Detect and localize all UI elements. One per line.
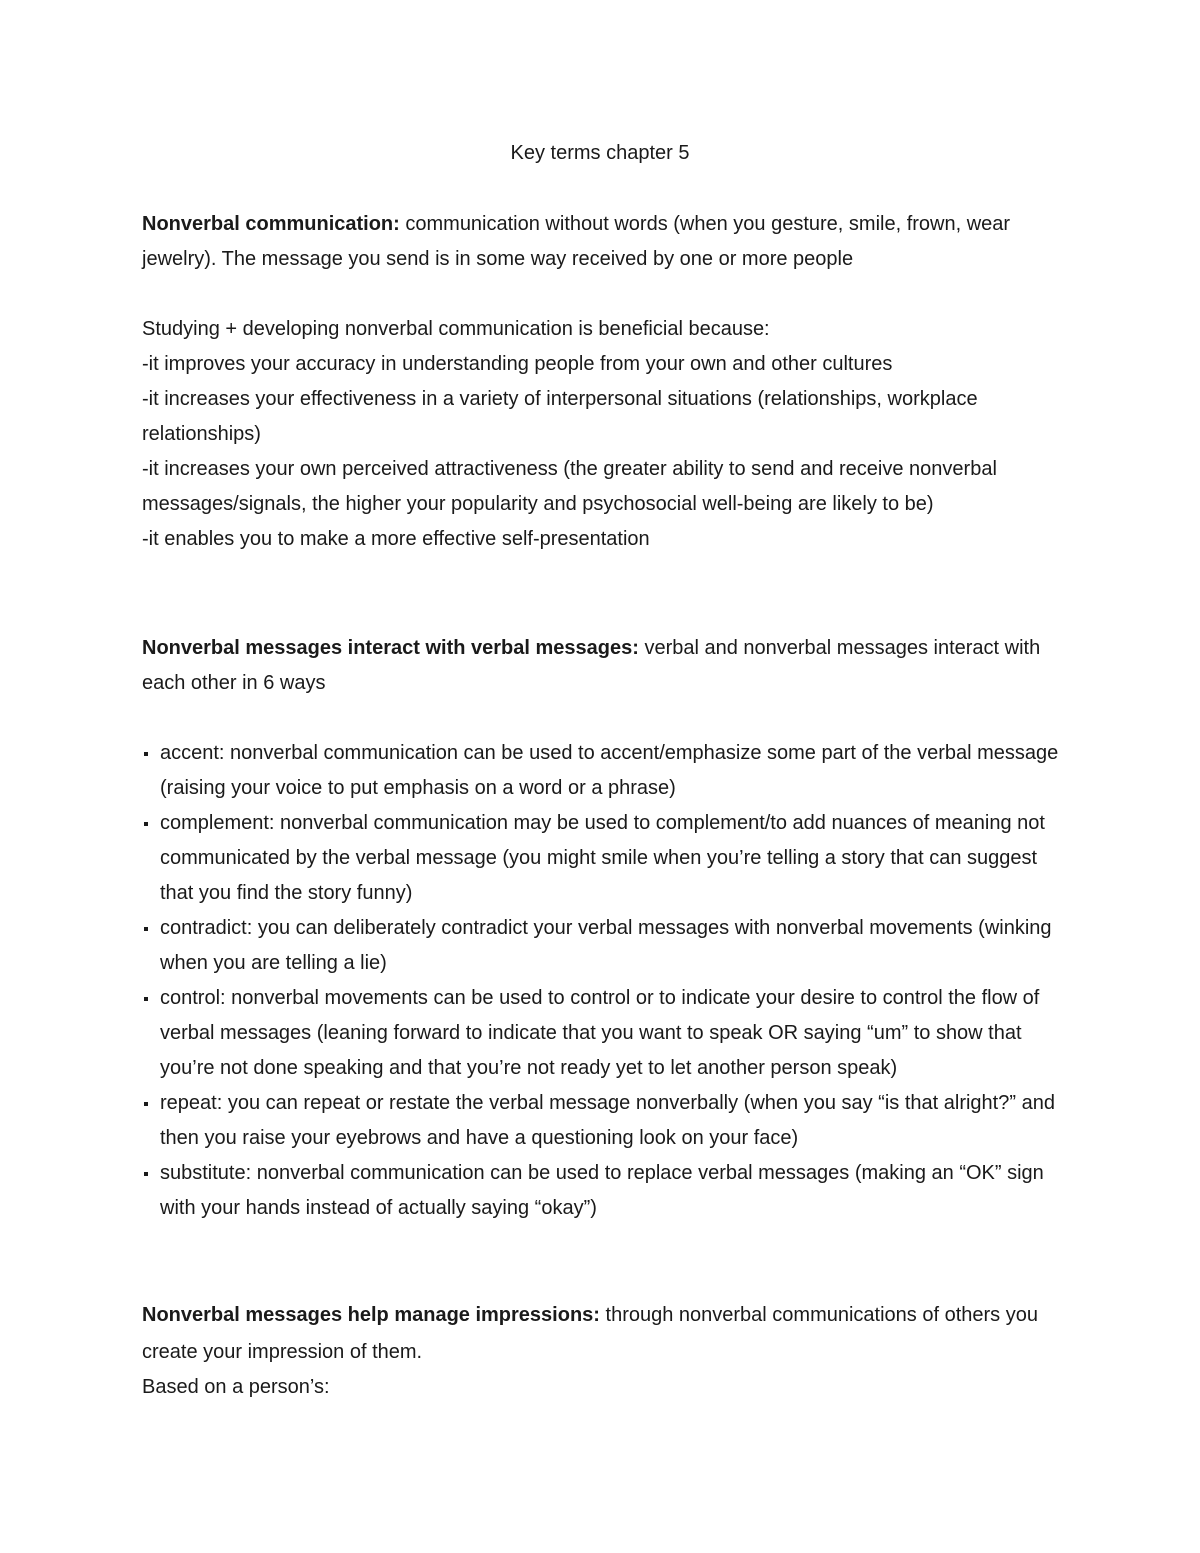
interaction-ways-list	[142, 736, 1062, 1226]
bullet-marker	[144, 1172, 148, 1176]
paragraph	[142, 207, 1062, 277]
nonverbal-communication-definition	[142, 207, 1062, 277]
followup-line: Based on a person’s:	[142, 1376, 330, 1398]
list-item	[142, 1156, 1062, 1226]
document-title: Key terms chapter 5	[510, 142, 690, 164]
list-item	[142, 1086, 1062, 1156]
benefit-line: -it improves your accuracy in understanding people from your own and other cultures	[142, 353, 893, 375]
list-item-text: control: nonverbal movements can be used to control or to indicate your desire to control the flow of verbal messages (leaning forward to indicate that you want to speak OR saying “um” to show that you’re not done speaking and that you’re not ready yet to let another person speak)	[160, 987, 1040, 1079]
list-item-text: accent: nonverbal communication can be used to accent/emphasize some part of the verbal message (raising your voice to put emphasis on a word or a phrase)	[160, 742, 1059, 799]
term-definition: through nonverbal communications of others you create your impression of them.	[142, 1304, 1038, 1363]
list-item-text: substitute: nonverbal communication can be used to replace verbal messages (making an “OK” sign with your hands instead of actually saying “okay”)	[160, 1162, 1044, 1219]
bullet-marker	[144, 752, 148, 756]
term-definition: communication without words (when you gesture, smile, frown, wear jewelry). The message you send is in some way received by one or more people	[142, 213, 1011, 270]
list-item	[142, 806, 1062, 911]
benefits-section	[142, 312, 1062, 557]
bullet-marker	[144, 1102, 148, 1106]
term-definition: verbal and nonverbal messages interact with each other in 6 ways	[142, 637, 1041, 694]
term-label: Nonverbal messages help manage impressions:	[142, 1304, 600, 1326]
benefit-line: -it increases your own perceived attractiveness (the greater ability to send and receive nonverbal messages/signals, the higher your popularity and psychosocial well-being are likely to be)	[142, 458, 997, 515]
benefits-intro: Studying + developing nonverbal communication is beneficial because:	[142, 318, 770, 340]
benefit-line: -it enables you to make a more effective self-presentation	[142, 528, 650, 550]
impressions-definition	[142, 1297, 1062, 1403]
interact-definition	[142, 631, 1062, 701]
bullet-marker	[144, 822, 148, 826]
term-label: Nonverbal messages interact with verbal messages:	[142, 637, 639, 659]
list-item-text: complement: nonverbal communication may be used to complement/to add nuances of meaning not communicated by the verbal message (you might smile when you’re telling a story that can suggest that you find the story funny)	[160, 812, 1045, 904]
list-item-text: contradict: you can deliberately contradict your verbal messages with nonverbal movements (winking when you are telling a lie)	[160, 917, 1052, 974]
list-item	[142, 736, 1062, 806]
list-item-text: repeat: you can repeat or restate the verbal message nonverbally (when you say “is that alright?” and then you raise your eyebrows and have a questioning look on your face)	[160, 1092, 1055, 1149]
bullet-marker	[144, 997, 148, 1001]
list-item	[142, 911, 1062, 981]
term-label: Nonverbal communication:	[142, 213, 400, 235]
paragraph	[142, 1297, 1062, 1371]
list-item	[142, 981, 1062, 1086]
benefit-line: -it increases your effectiveness in a variety of interpersonal situations (relationships, workplace relationships)	[142, 388, 978, 445]
paragraph	[142, 631, 1062, 701]
bullet-marker	[144, 927, 148, 931]
